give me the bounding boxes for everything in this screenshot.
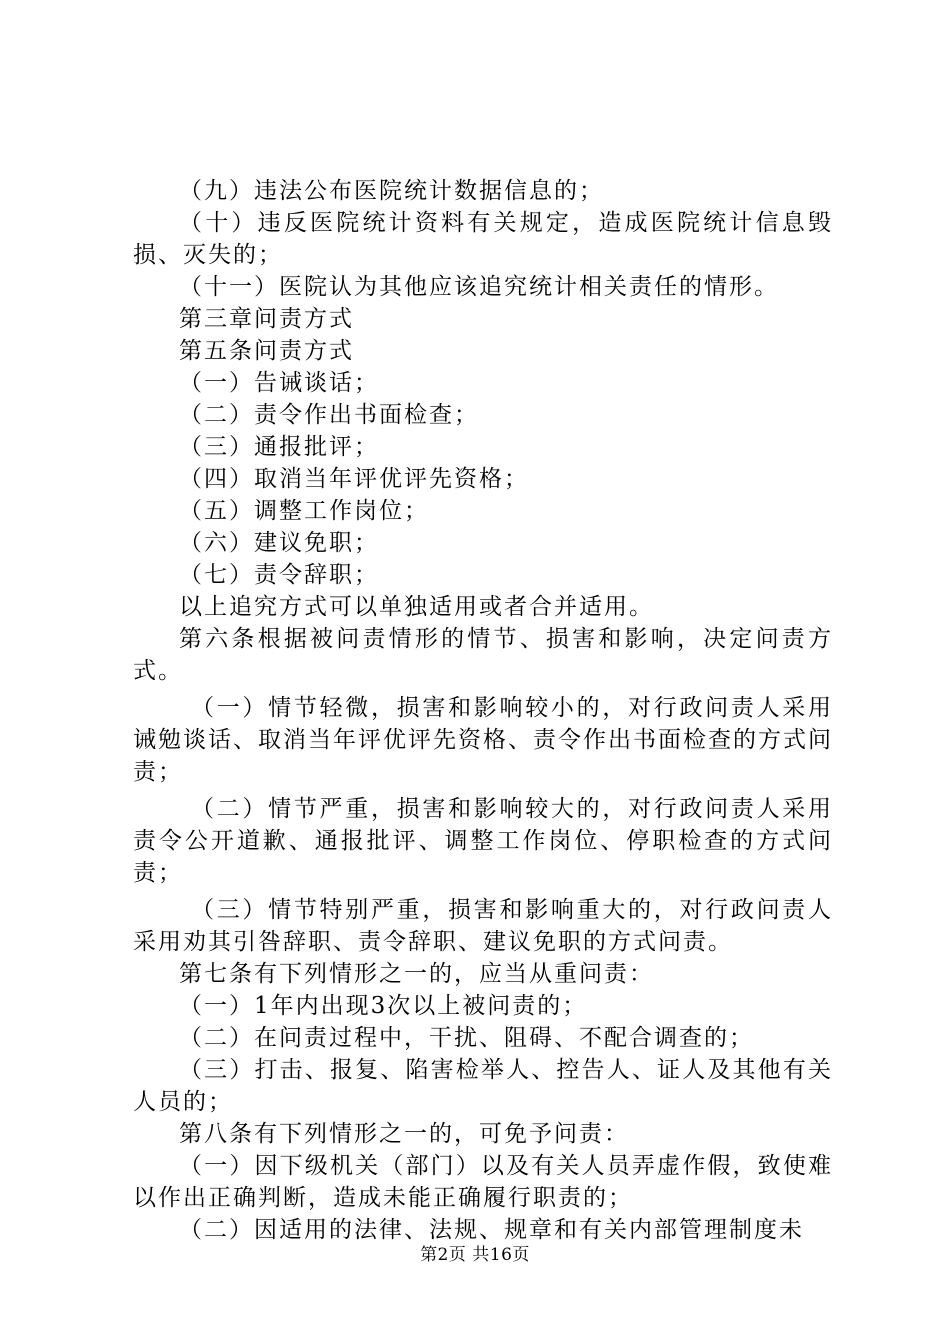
list-item: （一）1年内出现3次以上被问责的； <box>179 993 588 1019</box>
list-item: （五）调整工作岗位； <box>179 498 429 524</box>
list-item: （三）打击、报复、陷害检举人、控告人、证人及其他有关人员的； <box>133 1057 833 1115</box>
list-item: （一）因下级机关（部门）以及有关人员弄虚作假，致使难以作出正确判断，造成未能正确履行职责的； <box>133 1153 833 1211</box>
paragraph: （九）违法公布医院统计数据信息的； <box>179 178 604 204</box>
paragraph: （一）情节轻微，损害和影响较小的，对行政问责人采用诫勉谈话、取消当年评优评先资格、责令作出书面检查的方式问责； <box>133 695 833 785</box>
list-item: （七）责令辞职； <box>179 562 379 588</box>
list-item: （一）告诫谈话； <box>179 370 379 396</box>
document-body <box>133 175 833 1246</box>
page-footer: 第2页 共16页 <box>420 1245 530 1265</box>
paragraph: （十）违反医院统计资料有关规定，造成医院统计信息毁损、灭失的； <box>133 210 833 268</box>
article-paragraph: 第六条根据被问责情形的情节、损害和影响，决定问责方式。 <box>133 626 833 684</box>
chapter-heading: 第三章问责方式 <box>179 306 354 332</box>
article-paragraph: 第八条有下列情形之一的，可免予问责： <box>179 1121 629 1147</box>
article-paragraph: 第七条有下列情形之一的，应当从重问责： <box>179 961 654 987</box>
list-item: （二）在问责过程中，干扰、阻碍、不配合调查的； <box>179 1025 754 1051</box>
list-item: （二）责令作出书面检查； <box>179 402 479 428</box>
paragraph: （三）情节特别严重，损害和影响重大的，对行政问责人采用劝其引咎辞职、责令辞职、建议免职的方式问责。 <box>133 897 833 955</box>
list-item: （三）通报批评； <box>179 434 379 460</box>
article-heading: 第五条问责方式 <box>179 338 354 364</box>
list-item: （四）取消当年评优评先资格； <box>179 466 529 492</box>
paragraph: （二）情节严重，损害和影响较大的，对行政问责人采用责令公开道歉、通报批评、调整工作岗位、停职检查的方式问责； <box>133 796 833 886</box>
paragraph: （十一）医院认为其他应该追究统计相关责任的情形。 <box>179 274 779 300</box>
list-item: （六）建议免职； <box>179 530 379 556</box>
list-item: （二）因适用的法律、法规、规章和有关内部管理制度未 <box>179 1217 804 1243</box>
paragraph: 以上追究方式可以单独适用或者合并适用。 <box>179 594 654 620</box>
